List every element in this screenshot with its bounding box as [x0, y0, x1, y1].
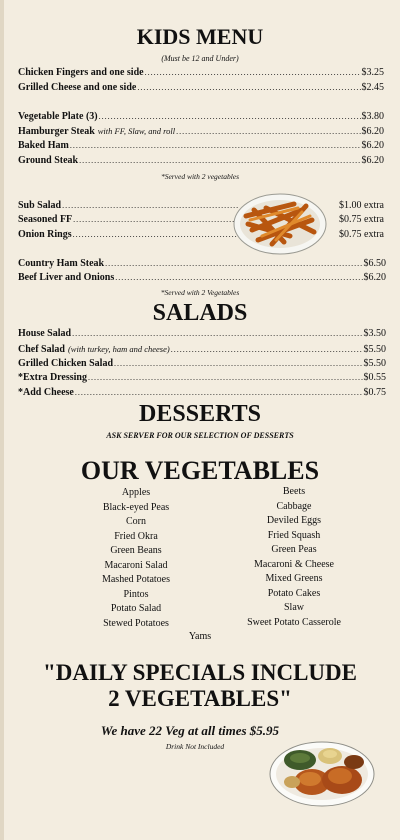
- item-price: $0.75 extra: [339, 214, 384, 225]
- vegetables-title: OUR VEGETABLES: [80, 456, 320, 485]
- leader-dots: [171, 344, 363, 356]
- vegetable-item: Potato Salad: [110, 603, 162, 614]
- vegetable-item: Pintos: [123, 588, 149, 600]
- vegetable-item: Apples: [121, 487, 151, 498]
- served-note: *Served with 2 vegetables: [160, 172, 240, 181]
- menu-item: [18, 372, 386, 384]
- leader-dots: [114, 358, 362, 370]
- item-name: Grilled Cheese and one side: [18, 82, 137, 93]
- menu-item: [18, 67, 384, 79]
- vegetable-item: Beets: [282, 486, 306, 497]
- vegetable-item: Deviled Eggs: [266, 515, 322, 526]
- kids-menu-subtitle: (Must be 12 and Under): [161, 54, 239, 63]
- item-price: $6.20: [361, 155, 384, 166]
- item-price: $3.25: [361, 67, 384, 78]
- leader-dots: [73, 214, 238, 226]
- item-name: House Salad: [18, 328, 72, 339]
- menu-item: [18, 272, 386, 284]
- vegetable-item: Cabbage: [276, 500, 312, 512]
- leader-dots: [72, 328, 362, 340]
- leader-dots: [99, 111, 361, 123]
- item-name: Chef Salad: [18, 344, 65, 355]
- menu-item: [18, 328, 386, 340]
- vegetable-item: Mashed Potatoes: [101, 574, 171, 585]
- vegetable-item: Mixed Greens: [265, 573, 323, 584]
- vegetable-item: Green Beans: [110, 545, 162, 556]
- salads-title: SALADS: [152, 300, 248, 326]
- menu-item: [18, 258, 386, 270]
- item-price: $6.50: [363, 258, 386, 269]
- leader-dots: [62, 200, 238, 212]
- menu-item: [18, 358, 386, 370]
- specials-tagline: We have 22 Veg at all times $5.95: [100, 723, 280, 738]
- leader-dots: [176, 126, 360, 138]
- leader-dots: [145, 67, 361, 79]
- item-price: $3.80: [361, 111, 384, 122]
- vegetable-item: Black-eyed Peas: [102, 501, 170, 513]
- leader-dots: [88, 372, 363, 384]
- daily-specials-line-2: 2 VEGETABLES": [108, 686, 292, 711]
- desserts-subtitle: ASK SERVER FOR OUR SELECTION OF DESSERTS: [106, 431, 294, 440]
- item-price: $3.50: [363, 328, 386, 339]
- leader-dots: [73, 229, 238, 241]
- drink-note: Drink Not Included: [165, 742, 225, 751]
- item-price: $0.55: [363, 372, 386, 383]
- item-price: $6.20: [361, 126, 384, 137]
- vegetable-item: Slaw: [284, 602, 304, 613]
- vegetables-left-column: [66, 486, 206, 631]
- item-name: Hamburger Steak: [18, 126, 95, 137]
- item-price: $6.20: [361, 140, 384, 151]
- item-name: Sub Salad: [18, 200, 62, 211]
- item-price: $5.50: [363, 344, 386, 355]
- item-detail: (with turkey, ham and cheese): [67, 344, 170, 354]
- item-name: *Extra Dressing: [18, 372, 87, 383]
- leader-dots: [79, 155, 360, 167]
- leader-dots: [137, 82, 360, 94]
- item-name: Onion Rings: [18, 229, 72, 240]
- vegetables-right-column: [224, 485, 364, 630]
- vegetable-item: Sweet Potato Casserole: [247, 616, 341, 628]
- item-price: $0.75: [363, 387, 386, 398]
- vegetable-item: Fried Okra: [114, 530, 158, 542]
- item-name: Baked Ham: [18, 140, 69, 151]
- vegetable-item: Green Peas: [271, 544, 317, 555]
- item-price: $2.45: [361, 82, 384, 93]
- vegetable-item: Fried Squash: [267, 529, 321, 541]
- daily-specials-line-1: "DAILY SPECIALS INCLUDE: [43, 660, 357, 685]
- menu-item: [18, 125, 384, 138]
- item-price: $6.20: [363, 272, 386, 283]
- leader-dots: [70, 140, 361, 152]
- item-name: Vegetable Plate (3): [18, 111, 98, 122]
- item-price: $5.50: [363, 358, 386, 369]
- item-name: Chicken Fingers and one side: [18, 67, 144, 78]
- kids-menu-title: KIDS MENU: [136, 24, 264, 49]
- menu-item: [18, 229, 384, 241]
- vegetable-item: Corn: [126, 516, 146, 527]
- item-name: Seasoned FF: [18, 214, 73, 225]
- item-detail: with FF, Slaw, and roll: [97, 126, 176, 136]
- menu-item: [18, 200, 384, 212]
- item-name: *Add Cheese: [18, 387, 74, 398]
- leader-dots: [115, 272, 362, 284]
- menu-item: [18, 387, 386, 399]
- item-name: Grilled Chicken Salad: [18, 358, 114, 369]
- menu-item: [18, 82, 384, 94]
- item-price: $0.75 extra: [339, 229, 384, 240]
- menu-item: [18, 111, 384, 123]
- vegetable-item: Stewed Potatoes: [103, 617, 169, 629]
- leader-dots: [75, 387, 363, 399]
- menu-item: [18, 155, 384, 167]
- menu-item: [18, 214, 384, 226]
- desserts-title: DESSERTS: [139, 401, 261, 427]
- item-name: Ground Steak: [18, 155, 79, 166]
- fried-chicken-plate-image: [268, 738, 376, 810]
- leader-dots: [105, 258, 362, 270]
- item-name: Beef Liver and Onions: [18, 272, 115, 283]
- french-fries-plate-image: [232, 186, 328, 258]
- vegetable-item: Macaroni & Cheese: [254, 558, 334, 570]
- served-note: *Served with 2 Vegetables: [160, 288, 240, 297]
- item-price: $1.00 extra: [339, 200, 384, 211]
- menu-item: [18, 343, 386, 356]
- item-name: Country Ham Steak: [18, 258, 105, 269]
- vegetable-item: Yams: [188, 631, 212, 642]
- menu-item: [18, 140, 384, 152]
- vegetable-item: Potato Cakes: [267, 587, 321, 599]
- vegetable-item: Macaroni Salad: [104, 559, 168, 571]
